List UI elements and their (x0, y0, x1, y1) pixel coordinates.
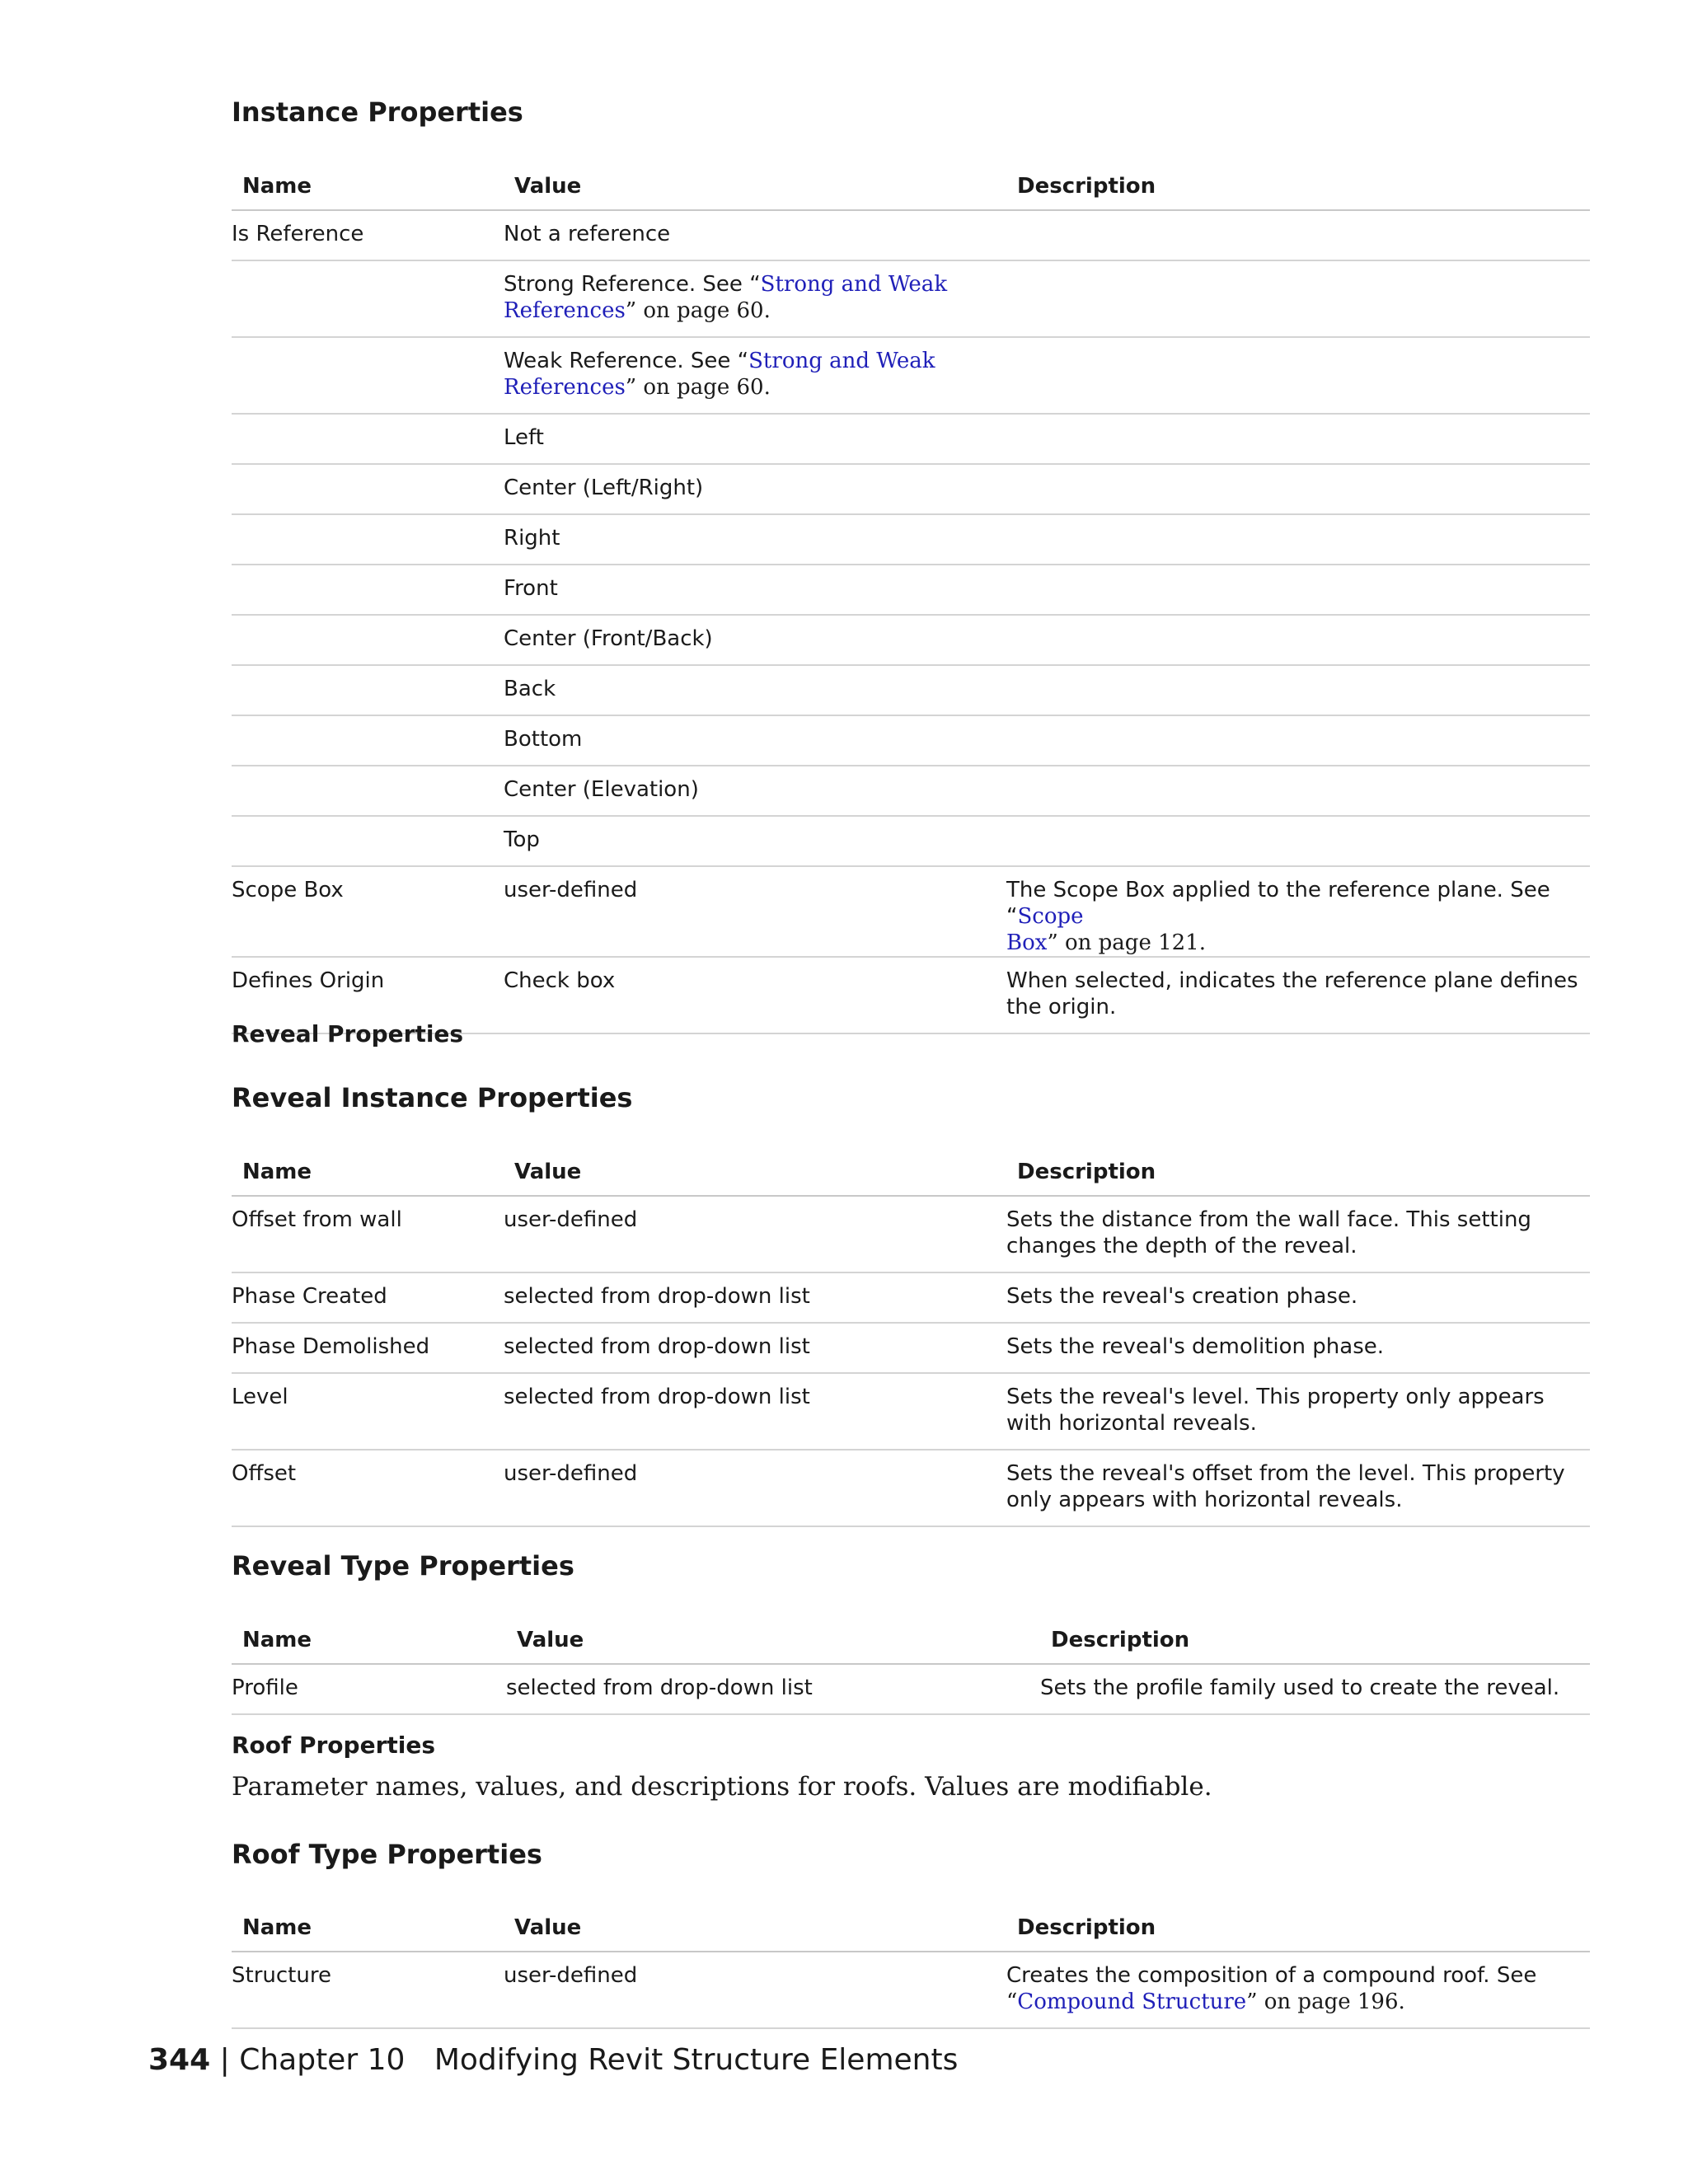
row-value: selected from drop-down list (504, 1272, 1006, 1323)
column-header-name: Name (232, 1149, 504, 1196)
table-row (232, 414, 1590, 464)
row-description: Sets the reveal's offset from the level. This property only appears with horizontal reveals. (1006, 1450, 1590, 1526)
column-header-value: Value (506, 1617, 1040, 1664)
row-name: Offset (232, 1450, 504, 1526)
table-row (232, 715, 1590, 766)
row-name: Structure (232, 1952, 504, 2028)
page-reference-text: ” on page 196. (1246, 1990, 1405, 2014)
table-row (232, 1323, 1590, 1373)
row-name: Phase Demolished (232, 1323, 504, 1373)
row-description (1006, 337, 1590, 414)
row-name: Offset from wall (232, 1196, 504, 1272)
row-name: Phase Created (232, 1272, 504, 1323)
row-name (232, 565, 504, 615)
reveal-instance-properties-heading: Reveal Instance Properties (232, 1082, 633, 1113)
row-description: Sets the reveal's demolition phase. (1006, 1323, 1590, 1373)
row-description (1006, 766, 1590, 816)
row-description: Sets the reveal's creation phase. (1006, 1272, 1590, 1323)
row-value: selected from drop-down list (506, 1664, 1040, 1714)
page-reference-text: ” on page 121. (1047, 930, 1206, 955)
compound-structure-link[interactable]: Compound Structure (1017, 1990, 1247, 2014)
page-reference-text: ” on page 60. (625, 298, 771, 323)
row-value: Right (504, 514, 1006, 565)
row-description (1006, 665, 1590, 715)
row-description: When selected, indicates the reference plane defines the origin. (1006, 957, 1590, 1033)
table-header-row (232, 1905, 1590, 1952)
scope-box-link-cont[interactable]: Box (1006, 930, 1048, 955)
row-name (232, 464, 504, 514)
row-value: Not a reference (504, 210, 1006, 260)
row-description (1006, 1952, 1590, 2028)
row-description (1006, 514, 1590, 565)
column-header-description: Description (1040, 1617, 1590, 1664)
table-row (232, 816, 1590, 866)
description-text: The Scope Box applied to the reference plane. See “ (1006, 878, 1550, 929)
table-header-row (232, 163, 1590, 210)
instance-properties-heading: Instance Properties (232, 96, 523, 128)
column-header-value: Value (504, 1149, 1006, 1196)
table-row (232, 1272, 1590, 1323)
column-header-value: Value (504, 163, 1006, 210)
open-quote: “ (1006, 1990, 1018, 2014)
row-value: Bottom (504, 715, 1006, 766)
row-description (1006, 565, 1590, 615)
row-name: Profile (232, 1664, 506, 1714)
row-value: Left (504, 414, 1006, 464)
chapter-title: Modifying Revit Structure Elements (434, 2043, 959, 2077)
row-name: Is Reference (232, 210, 504, 260)
row-value: Center (Left/Right) (504, 464, 1006, 514)
column-header-name: Name (232, 163, 504, 210)
table-row (232, 210, 1590, 260)
chapter-label: Chapter 10 (239, 2043, 406, 2077)
roof-properties-heading: Roof Properties (232, 1732, 436, 1759)
table-row (232, 1952, 1590, 2028)
table-row (232, 260, 1590, 337)
row-value: user-defined (504, 1450, 1006, 1526)
table-row (232, 464, 1590, 514)
table-row (232, 1450, 1590, 1526)
row-value: user-defined (504, 866, 1006, 957)
table-row (232, 514, 1590, 565)
row-name (232, 414, 504, 464)
table-header-row (232, 1617, 1590, 1664)
column-header-value: Value (504, 1905, 1006, 1952)
row-name (232, 766, 504, 816)
strong-weak-references-link[interactable]: Strong and Weak (748, 349, 935, 373)
page-reference-text: ” on page 60. (625, 375, 771, 400)
table-row (232, 1373, 1590, 1450)
row-description (1006, 414, 1590, 464)
row-value: selected from drop-down list (504, 1323, 1006, 1373)
row-description (1006, 866, 1590, 957)
value-text: Weak Reference. See “ (504, 349, 749, 373)
table-row (232, 565, 1590, 615)
roof-type-properties-table (232, 1905, 1590, 2029)
strong-weak-references-link-cont[interactable]: References (504, 298, 626, 323)
strong-weak-references-link-cont[interactable]: References (504, 375, 626, 400)
table-header-row (232, 1149, 1590, 1196)
table-row (232, 766, 1590, 816)
row-name (232, 715, 504, 766)
instance-properties-table (232, 163, 1590, 1034)
row-name (232, 665, 504, 715)
column-header-description: Description (1006, 1905, 1590, 1952)
table-row (232, 665, 1590, 715)
column-header-description: Description (1006, 1149, 1590, 1196)
row-description: Sets the reveal's level. This property only appears with horizontal reveals. (1006, 1373, 1590, 1450)
row-name: Defines Origin (232, 957, 504, 1033)
column-header-name: Name (232, 1617, 506, 1664)
row-value: Check box (504, 957, 1006, 1033)
reveal-type-properties-table (232, 1617, 1590, 1715)
strong-weak-references-link[interactable]: Strong and Weak (760, 272, 948, 297)
reveal-type-properties-heading: Reveal Type Properties (232, 1550, 574, 1582)
row-value: Front (504, 565, 1006, 615)
row-description (1006, 210, 1590, 260)
column-header-name: Name (232, 1905, 504, 1952)
row-description (1006, 816, 1590, 866)
row-value: Center (Front/Back) (504, 615, 1006, 665)
row-description (1006, 260, 1590, 337)
reveal-properties-heading: Reveal Properties (232, 1020, 464, 1047)
row-name: Scope Box (232, 866, 504, 957)
row-value: user-defined (504, 1952, 1006, 2028)
row-name (232, 337, 504, 414)
row-name (232, 615, 504, 665)
row-description (1006, 615, 1590, 665)
reveal-instance-properties-table (232, 1149, 1590, 1527)
table-row (232, 615, 1590, 665)
row-description: Sets the profile family used to create the reveal. (1040, 1664, 1590, 1714)
row-name (232, 260, 504, 337)
table-row (232, 866, 1590, 957)
row-name (232, 514, 504, 565)
roof-properties-intro: Parameter names, values, and descriptions for roofs. Values are modifiable. (232, 1772, 1212, 1802)
table-row (232, 1664, 1590, 1714)
scope-box-link[interactable]: Scope (1017, 904, 1084, 929)
row-value: Center (Elevation) (504, 766, 1006, 816)
footer-separator: | (219, 2043, 230, 2077)
page-number: 344 (148, 2043, 211, 2077)
page-footer (148, 2043, 959, 2077)
row-value: Back (504, 665, 1006, 715)
row-value: selected from drop-down list (504, 1373, 1006, 1450)
roof-type-properties-heading: Roof Type Properties (232, 1839, 542, 1870)
row-value: Top (504, 816, 1006, 866)
value-text: Strong Reference. See “ (504, 272, 761, 297)
description-text: Creates the composition of a compound roof. See (1006, 1963, 1537, 1988)
row-description (1006, 715, 1590, 766)
row-value (504, 337, 1006, 414)
row-name: Level (232, 1373, 504, 1450)
row-name (232, 816, 504, 866)
table-row (232, 1196, 1590, 1272)
row-value: user-defined (504, 1196, 1006, 1272)
row-description: Sets the distance from the wall face. This setting changes the depth of the reveal. (1006, 1196, 1590, 1272)
table-row (232, 337, 1590, 414)
row-value (504, 260, 1006, 337)
row-description (1006, 464, 1590, 514)
column-header-description: Description (1006, 163, 1590, 210)
